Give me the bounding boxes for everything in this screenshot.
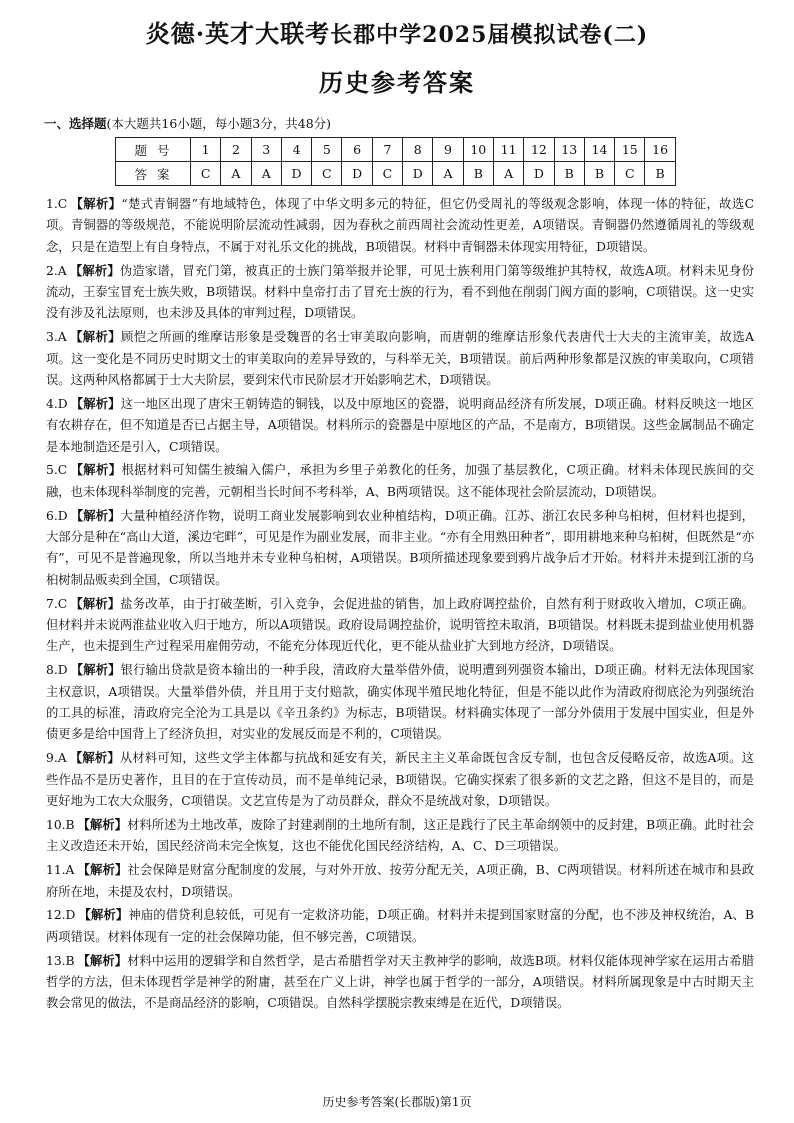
analysis-tag: 【解析】 <box>77 952 128 968</box>
explanation-item <box>46 659 754 746</box>
analysis-tag: 【解析】 <box>70 395 121 411</box>
answer-header: 答案 <box>116 162 191 186</box>
question-number-cell: 6 <box>342 138 372 162</box>
question-number-cell: 4 <box>281 138 311 162</box>
item-text: 大量种植经济作物，说明工商业发展影响到农业种植结构，D项正确。江苏、浙江农民多种乌桕树，但材料也提到，大部分是种在“高山大道，溪边宅畔”，可见是作为副业发展，而非主业。“亦有全用熟田种者”，即用耕地来种乌桕树，但既然是“亦有”，可见不是普遍现象，所以当地并未专业种乌桕树，A项错误。B项所描述现象要到鸦片战争后才开始。材料并未提到江浙的乌桕树制品贩卖到全国，C项错误。 <box>46 508 754 587</box>
analysis-tag: 【解析】 <box>77 862 128 878</box>
answer-table-row-answers <box>116 162 676 186</box>
page-footer: 历史参考答案(长郡版)第1页 <box>322 1095 472 1109</box>
item-text: 神庙的借贷利息较低，可见有一定救济功能，D项正确。材料并未提到国家财富的分配，也不涉及神权统治，A、B两项错误。材料体现有一定的社会保障功能，但不够完善，C项错误。 <box>46 908 754 944</box>
question-number-cell: 2 <box>221 138 251 162</box>
answer-cell: C <box>372 162 402 186</box>
explanation-item <box>46 393 754 458</box>
answer-cell: A <box>251 162 281 186</box>
answer-cell: D <box>281 162 311 186</box>
item-text: 这一地区出现了唐宋王朝铸造的铜钱，以及中原地区的瓷器，说明商品经济有所发展，D项正确。材料反映这一地区有农耕存在，但不知道是否已占据主导，A项错误。材料所示的瓷器是中原地区的产品，不是南方，B项错误。这些金属制品不确定是本地制造还是引入，C项错误。 <box>46 396 754 454</box>
question-number-cell: 3 <box>251 138 281 162</box>
answer-cell: B <box>584 162 614 186</box>
explanation-item <box>46 260 754 325</box>
header-exam-title: 长郡中学2025届模拟试卷(二) <box>330 22 649 48</box>
question-number-cell: 12 <box>524 138 554 162</box>
section-heading: 一、选择题 <box>44 116 107 131</box>
question-number-cell: 9 <box>433 138 463 162</box>
answer-cell: D <box>342 162 372 186</box>
explanation-item <box>46 593 754 658</box>
item-number: 2.A <box>46 263 67 278</box>
explanation-item <box>46 814 754 858</box>
answer-cell: B <box>645 162 675 186</box>
answer-cell: A <box>221 162 251 186</box>
answer-cell: B <box>463 162 493 186</box>
answer-table <box>115 137 676 186</box>
section-title <box>44 114 331 132</box>
item-text: 根据材料可知儒生被编入儒户，承担为乡里子弟教化的任务，加强了基层教化，C项正确。材料未体现民族间的交融，也未体现科举制度的完善，元朝相当长时间不考科举，A、B两项错误。这不能体现社会阶层流动，D项错误。 <box>46 463 754 499</box>
analysis-tag: 【解析】 <box>70 507 121 523</box>
explanation-item <box>46 747 754 812</box>
analysis-tag: 【解析】 <box>77 816 128 832</box>
question-number-cell: 1 <box>191 138 221 162</box>
question-number-cell: 15 <box>615 138 645 162</box>
question-number-cell: 8 <box>403 138 433 162</box>
answer-table-row-numbers <box>116 138 676 162</box>
header-brand: 炎德·英才大联考 <box>145 19 331 48</box>
explanation-item <box>46 193 754 258</box>
answer-cell: D <box>403 162 433 186</box>
answer-cell: C <box>312 162 342 186</box>
question-number-cell: 16 <box>645 138 675 162</box>
item-number: 13.B <box>46 953 75 968</box>
item-number: 5.C <box>46 463 68 478</box>
analysis-tag: 【解析】 <box>69 262 120 278</box>
explanation-item <box>46 859 754 903</box>
item-number: 3.A <box>46 330 67 345</box>
item-number: 1.C <box>46 197 68 211</box>
analysis-tag: 【解析】 <box>70 662 121 678</box>
item-number: 11.A <box>46 863 75 878</box>
item-text: 社会保障是财富分配制度的发展，与对外开放、按劳分配无关，A项正确，B、C两项错误。材料所述在城市和县政府所在地，未提及农村，D项错误。 <box>46 863 754 899</box>
question-number-cell: 10 <box>463 138 493 162</box>
question-number-cell: 13 <box>554 138 584 162</box>
item-number: 6.D <box>46 508 68 523</box>
explanation-list <box>46 193 754 1016</box>
document-title: 历史参考答案 <box>319 68 475 97</box>
answer-cell: B <box>554 162 584 186</box>
answer-cell: D <box>524 162 554 186</box>
question-number-cell: 7 <box>372 138 402 162</box>
explanation-item <box>46 505 754 592</box>
question-number-cell: 11 <box>493 138 523 162</box>
item-number: 9.A <box>46 751 67 766</box>
item-number: 7.C <box>46 596 68 611</box>
item-text: 从材料可知，这些文学主体都与抗战和延安有关，新民主主义革命既包含反专制，也包含反侵略反帝，故选A项。这些作品不是历史著作，且目的在于宣传动员，而不是单纯记录，B项错误。它确实探索了很多新的文艺之路，但这不是目的，而是更好地为工农大众服务，C项错误。文艺宣传是为了动员群众，群众不是统战对象，D项错误。 <box>46 751 754 809</box>
question-number-header: 题号 <box>116 138 191 162</box>
answer-cell: C <box>615 162 645 186</box>
explanation-item <box>46 904 754 948</box>
item-text: 材料中运用的逻辑学和自然哲学，是古希腊哲学对天主教神学的影响，故选B项。材料仅能体现神学家在运用古希腊哲学的方法，但未体现哲学是神学的附庸，甚至在广义上讲，神学也属于哲学的一部分，A项错误。材料所属现象是中古时期天主教会常见的做法，不是商品经济的影响，C项错误。自然科学摆脱宗教束缚是在近代，D项错误。 <box>46 953 754 1011</box>
explanation-item <box>46 459 754 503</box>
section-description: (本大题共16小题，每小题3分，共48分) <box>106 116 332 131</box>
header-title <box>0 14 794 49</box>
item-number: 8.D <box>46 663 68 678</box>
item-text: 盐务改革，由于打破垄断，引入竞争，会促进盐的销售，加上政府调控盐价，自然有利于财政收入增加，C项正确。但材料并未说两淮盐业收入归于地方，所以A项错误。政府设局调控盐价，说明管控未取消，B项错误。材料既未提到盐业使用机器生产，也未提到生产过程采用雇佣劳动，不能充分体现近代化，更不能从盐业扩大到地方经济，D项错误。 <box>46 596 754 654</box>
answer-cell: A <box>433 162 463 186</box>
analysis-tag: 【解析】 <box>70 462 122 478</box>
answer-cell: A <box>493 162 523 186</box>
item-text: “楚式青铜器”有地域特色，体现了中华文明多元的特征，但它仍受周礼的等级观念影响，体现一体的特征，故选C项。青铜器的等级规范，不能说明阶层流动性减弱，因为春秋之前西周社会流动性更差，A项错误。青铜器仍然遵循周礼的等级观念，只是在造型上有自身特点，不属于对礼乐文化的挑战，B项错误。材料中青铜器未体现实用特征，D项错误。 <box>46 197 754 254</box>
analysis-tag: 【解析】 <box>69 329 122 345</box>
analysis-tag: 【解析】 <box>70 595 121 611</box>
question-number-cell: 5 <box>312 138 342 162</box>
item-text: 顾恺之所画的维摩诘形象是受魏晋的名士审美取向影响，而唐朝的维摩诘形象代表唐代士大夫的主流审美，故选A项。这一变化是不同历史时期文士的审美取向的差异导致的，与科举无关，B项错误。前后两种形象都是汉族的审美取向，C项错误。这两种风格都属于士大夫阶层，要到宋代市民阶层才开始影响艺术，D项错误。 <box>46 330 754 388</box>
item-text: 伪造家谱，冒充门第，被真正的士族门第举报并论罪，可见士族利用门第等级维护其特权，故选A项。材料未见身份流动，王泰宝冒充士族失败，B项错误。材料中皇帝打击了冒充士族的行为，看不到他在削弱门阀方面的影响，C项错误。这一史实没有涉及礼法原则，也未涉及具体的审判过程，D项错误。 <box>46 263 754 321</box>
item-number: 10.B <box>46 817 75 832</box>
item-text: 银行输出贷款是资本输出的一种手段，清政府大量举借外债，说明遭到列强资本输出，D项正确。材料无法体现国家主权意识，A项错误。大量举借外债，并且用于支付赔款，确实体现半殖民地化特征，但是不能以此作为清政府彻底沦为列强统治的工具的标准，清政府完全沦为工具是以《辛丑条约》为标志，B项错误。材料确实体现了一部分外债用于发展中国实业，但是外债更多是给中国背上了经济负担，对实业的发展反而是不利的，C项错误。 <box>46 663 754 742</box>
analysis-tag: 【解析】 <box>70 196 122 211</box>
analysis-tag: 【解析】 <box>69 750 120 766</box>
answer-cell: C <box>191 162 221 186</box>
analysis-tag: 【解析】 <box>78 907 129 923</box>
explanation-item <box>46 326 754 391</box>
explanation-item <box>46 950 754 1015</box>
item-number: 12.D <box>46 908 76 923</box>
question-number-cell: 14 <box>584 138 614 162</box>
item-number: 4.D <box>46 396 68 411</box>
item-text: 材料所述为土地改革，废除了封建剥削的土地所有制，这正是践行了民主革命纲领中的反封建，B项正确。此时社会主义改造还未开始，国民经济尚未完全恢复，这也不能优化国民经济结构，A、C、D三项错误。 <box>46 817 754 854</box>
